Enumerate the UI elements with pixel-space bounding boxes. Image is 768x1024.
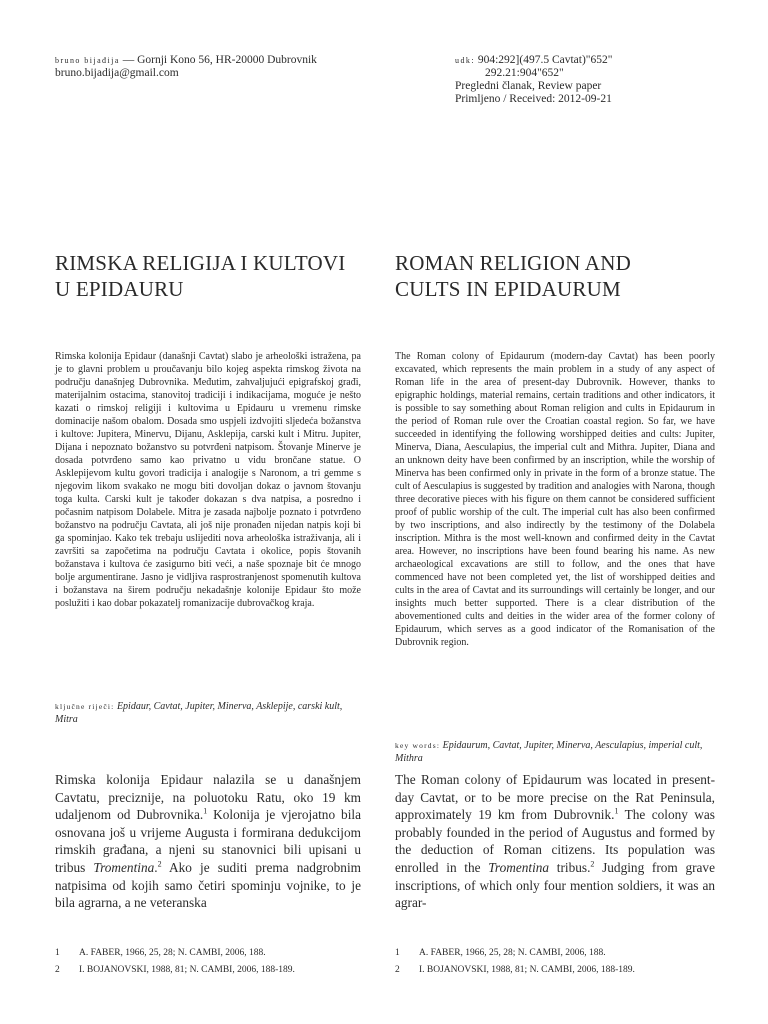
title-english-line-2: CULTS IN EPIDAURUM <box>395 277 621 301</box>
footnote-item <box>395 945 715 962</box>
footnote-item <box>55 962 361 979</box>
footnote-text: I. BOJANOVSKI, 1988, 81; N. CAMBI, 2006, 188-189. <box>419 965 635 975</box>
keywords-label: ključne riječi: <box>55 702 115 711</box>
footnote-ref-1[interactable]: 1 <box>203 806 208 816</box>
body-segment: Kolonija je vjerojatno bila osnovana još u vrijeme Augusta i formirana dedukcijom rimskih građana, a njeni su stanovnici bili upisani u tribus <box>55 807 361 875</box>
paper-type: Pregledni članak, Review paper <box>455 80 602 92</box>
title-croatian <box>55 250 385 302</box>
received-date: Primljeno / Received: 2012-09-21 <box>455 93 612 105</box>
body-segment: tribus. <box>549 859 591 875</box>
footnote-ref-2[interactable]: 2 <box>157 859 162 869</box>
footnotes-english <box>395 945 715 979</box>
abstract-croatian: Rimska kolonija Epidaur (današnji Cavtat) slabo je arheološki istražena, pa je to glavni problem u proučavanju bilo kojeg aspekta rimskog života na području današnjeg Dubrovnika. Međutim, zahvaljujući epigrafskoj građi, materijalnim ostacima, stanovitoj tradiciji i indikacijama, moguće je nešto kazati o rimskoj religiji i kultovima u Epidauru u vremenu rimske dominacije našom obalom. Dosada smo uspjeli izdvojiti sljedeća božanstva i kultove: Jupitera, Minervu, Dijanu, Asklepija, carski kult i Mitru. Jupiter, Dijana i nepoznato božanstvo su potvrđeni natpisom. Štovanje Minerve je dosada potvrđeno samo kao privatno u vidu brončane statue. O Asklepijevom kultu govori tradicija i analogije s Naronom, a tri gemme s njegovim likom svakako ne mogu biti dovoljan dokaz o javnom štovanju toga kulta. Carski kult je također dokazan s dva natpisa, a posredno i počasnim natpisom Dolabele. Mitra je zasada najbolje poznato i potvrđeno božanstvo na području Cavtata, ali još nije pronađen nijedan natpis koji bi ga spominjao. Kako tek trebaju uslijediti nova arheološka istraživanja, ali i završiti sa započetima na području Cavtata i okolice, popis štovanih božanstava i kultova će zasigurno biti veći, a naše spoznaje bit će mnogo bolje argumentirane. Jasno je vidljiva rasprostranjenost spomenutih kultova i božanstava na širem području nekadašnje kolonije Epidaur što može poslužiti i kao dobar pokazatelj romanizacije dubrovačkog kraja. <box>55 351 361 609</box>
title-english-line-1: ROMAN RELIGION AND <box>395 251 631 275</box>
udk-code-2: 292.21:904"652" <box>485 67 564 79</box>
footnote-ref-2[interactable]: 2 <box>590 859 595 869</box>
footnote-item <box>55 945 361 962</box>
udk-line-1 <box>455 54 715 67</box>
footnote-number: 2 <box>55 965 60 975</box>
body-text-english <box>395 771 715 912</box>
author-block <box>55 54 385 80</box>
tribus-name: Tromentina <box>93 859 155 875</box>
author-line <box>55 54 385 67</box>
footnote-text: A. FABER, 1966, 25, 28; N. CAMBI, 2006, 188. <box>79 948 266 958</box>
keywords-list: Epidaur, Cavtat, Jupiter, Minerva, Asklepije, carski kult, Mitra <box>55 701 343 725</box>
footnote-number: 1 <box>55 948 60 958</box>
body-segment: The Roman colony of Epidaurum was located in present-day Cavtat, or to be more precise on the Rat Peninsula, approximately 19 km from Dubrovnik. <box>395 772 715 823</box>
title-croatian-line-2: U EPIDAURU <box>55 277 184 301</box>
tribus-name: Tromentina <box>488 859 550 875</box>
keywords-english <box>395 739 715 765</box>
body-segment: Rimska kolonija Epidaur nalazila se u današnjem Cavtatu, preciznije, na poluotoku Ratu, oko 19 km udaljenom od Dubrovnika. <box>55 772 361 823</box>
keywords-label: key words: <box>395 741 441 750</box>
footnote-number: 2 <box>395 965 400 975</box>
body-segment: Ako je suditi prema nadgrobnim natpisima od kojih samo četiri spominju vojnike, to je bila agrarna, a ne veteranska <box>55 859 361 911</box>
title-croatian-line-1: RIMSKA RELIGIJA I KULTOVI <box>55 251 346 275</box>
body-text-croatian <box>55 771 361 912</box>
author-address: — Gornji Kono 56, HR-20000 Dubrovnik <box>119 54 317 66</box>
abstract-english: The Roman colony of Epidaurum (modern-day Cavtat) has been poorly excavated, which represents the main problem in a study of any aspect of Roman life in the area of present-day Dubrovnik. However, thanks to epigraphic holdings, material remains, certain traditions and other indicators, it is possible to say something about Roman religion and cults in Epidaurum in the period of Roman rule over the Croatian coastal region. So far, we have succeeded in identifying the following worshipped deities and cults: Jupiter, Minerva, Diana, Aesculapius, the imperial cult and Mithra. Jupiter, Diana and an unknown deity have been confirmed by an inscription, while the worship of Minerva has been confirmed only in private in the form of a bronze statue. The cult of Aesculapius is suggested by tradition and analogies with Narona, though three decorative pieces with his figure on them cannot be considered sufficient proof of public worship of the cult. The imperial cult has also been confirmed by two inscriptions, and also indirectly by the testimony of the Dolabela inscription. Mithra is the most well-known and confirmed deity in the Cavtat area. However, no inscriptions have been found bearing his name. As new archaeological excavations are still to follow, and the ones that have commenced have not been completed yet, the list of worshipped deities and cults in the area of Cavtat and its surroundings will certainly be longer, and our insights much better supported. There is a clear distribution of the abovementioned cults and deities in the wider area of the former colony of Epidaurum, which serves as a good indicator of the Romanisation of the Dubrovnik region. <box>395 351 715 648</box>
body-segment: Judging from grave inscriptions, of which only four mention soldiers, it was an agrar- <box>395 859 715 911</box>
footnote-item <box>395 962 715 979</box>
author-name: bruno bijađija <box>55 56 120 65</box>
body-segment: The colony was probably founded in the period of Augustus and formed by the deduction of Roman citizens. Its population was enrolled in the <box>395 807 715 875</box>
footnote-number: 1 <box>395 948 400 958</box>
title-english <box>395 250 725 302</box>
footnote-ref-1[interactable]: 1 <box>614 806 619 816</box>
keywords-list: Epidaurum, Cavtat, Jupiter, Minerva, Aesculapius, imperial cult, Mithra <box>395 740 703 764</box>
footnote-text: I. BOJANOVSKI, 1988, 81; N. CAMBI, 2006, 188-189. <box>79 965 295 975</box>
footnote-text: A. FABER, 1966, 25, 28; N. CAMBI, 2006, 188. <box>419 948 606 958</box>
metadata-block <box>455 54 715 106</box>
udk-code-1: 904:292](497.5 Cavtat)"652" <box>474 54 613 66</box>
keywords-croatian <box>55 700 361 726</box>
body-segment: . <box>154 859 158 875</box>
author-email: bruno.bijadija@gmail.com <box>55 67 179 79</box>
footnotes-croatian <box>55 945 361 979</box>
udk-label: udk: <box>455 56 475 65</box>
